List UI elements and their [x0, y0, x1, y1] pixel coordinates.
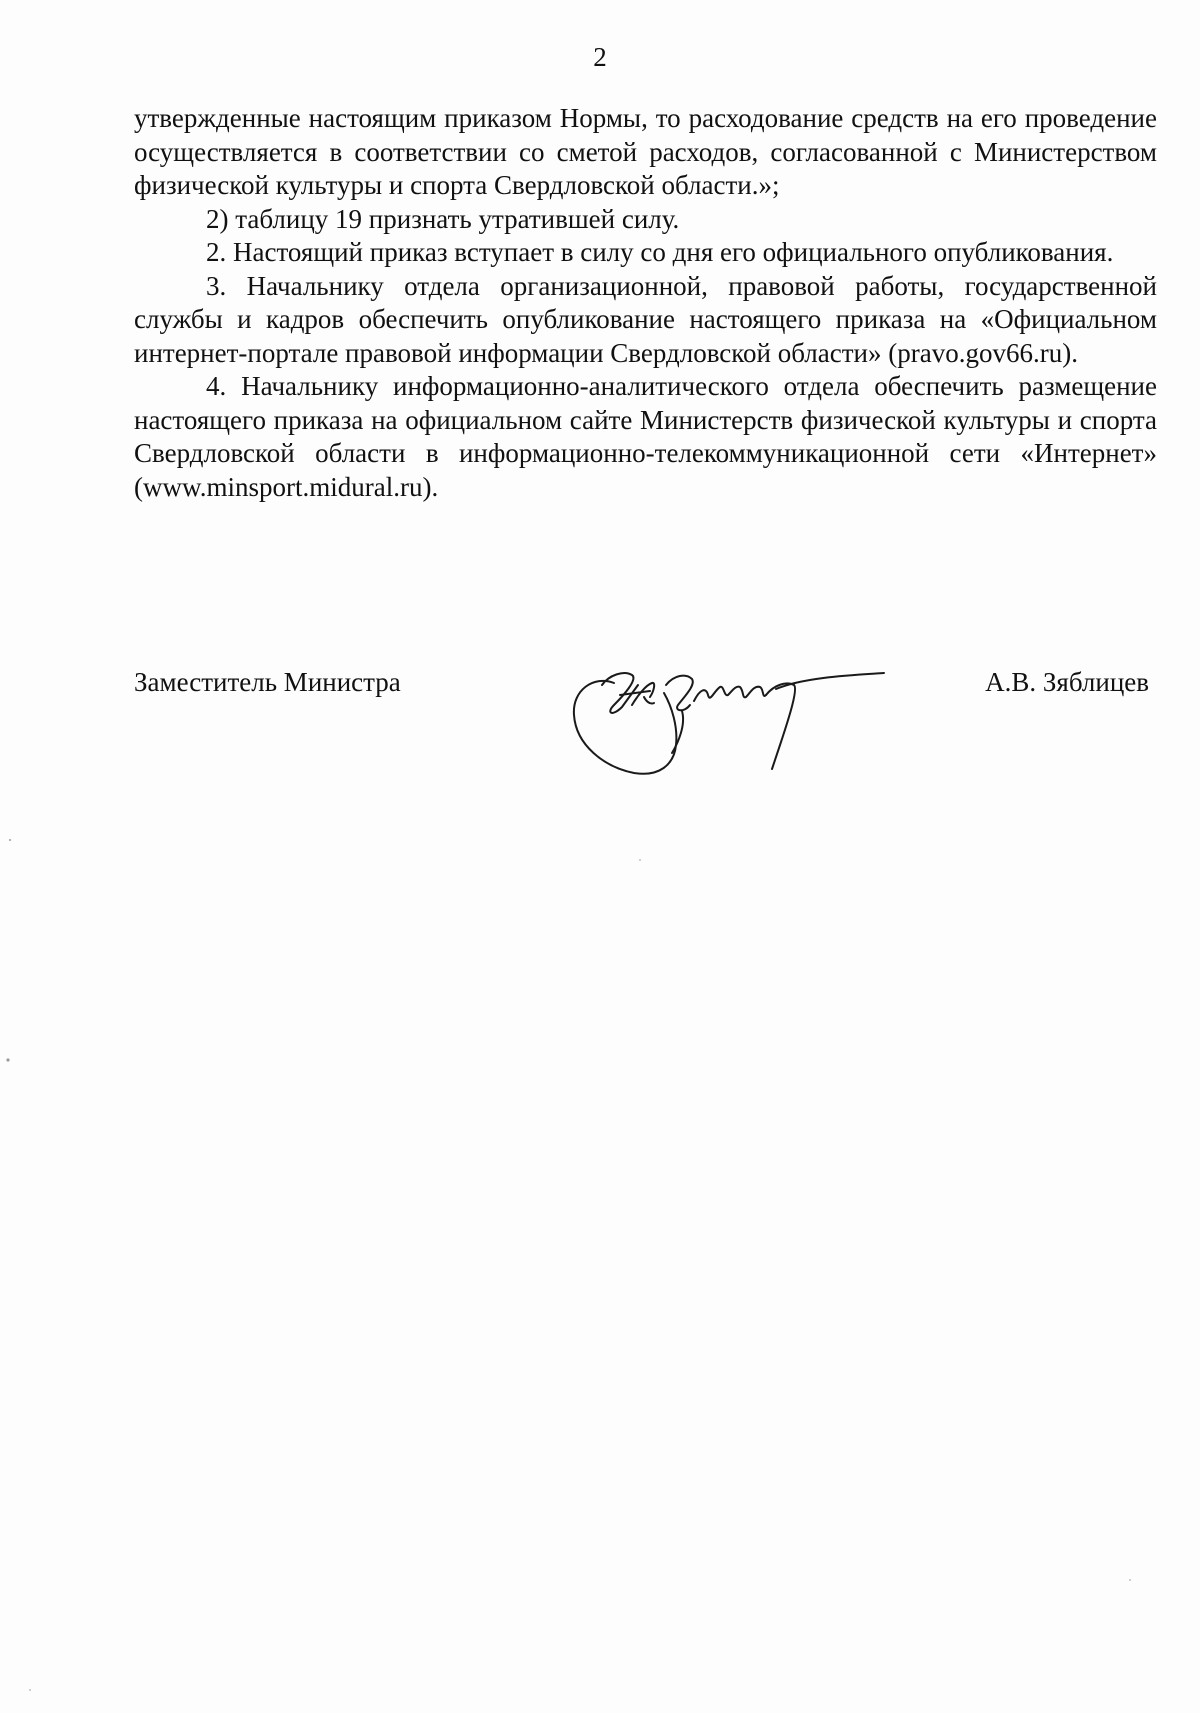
paragraph-item-table-19: 2) таблицу 19 признать утратившей силу. [206, 203, 680, 234]
paragraph-item-4-website: 4. Начальнику информационно-аналитического отдела обеспечить размещение настоящего приказа на официальном сайте Министерств физической культуры и спорта Свердловской области в информационно-телекоммуникационной сети «Интернет» (www.minsport.midural.ru). [134, 371, 1157, 502]
signatory-name: А.В. Зяблицев [985, 667, 1149, 697]
page-number: 2 [593, 42, 607, 72]
signature-block [134, 665, 1157, 785]
paragraph-item-3-publication: 3. Начальнику отдела организационной, правовой работы, государственной службы и кадров обеспечить опубликование настоящего приказа на «Официальном интернет-портале правовой информации Свердловской области» (pravo.gov66.ru). [134, 270, 1157, 368]
paragraph-continuation: утвержденные настоящим приказом Нормы, то расходование средств на его проведение осуществляется в соответствии со сметой расходов, согласованной с Министерством физической культуры и спорта Свердловской области.»; [134, 103, 1157, 200]
handwritten-signature [554, 645, 964, 795]
document-body [134, 102, 1157, 504]
signatory-position: Заместитель Министра [134, 667, 401, 697]
paragraph-item-2-effective-date: 2. Настоящий приказ вступает в силу со дня его официального опубликования. [206, 237, 1114, 267]
